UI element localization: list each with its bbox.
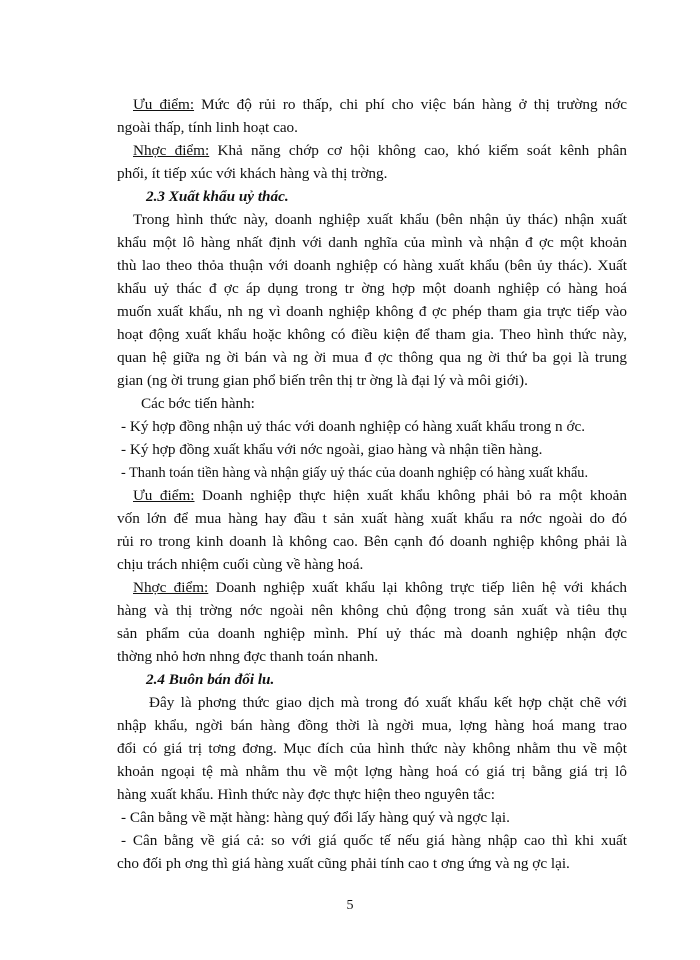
paragraph-line: thờng nhỏ hơn nhng đợc thanh toán nhanh. <box>117 648 379 665</box>
paragraph-line: Ưu điểm: Doanh nghiệp thực hiện xuất khẩu không phải bỏ ra một khoản <box>133 487 627 504</box>
label-advantage: Ưu điểm: <box>133 96 195 113</box>
list-item: - Cân bằng về giá cả: so với giá quốc tế nếu giá hàng nhập cao thì khi xuất <box>121 832 627 849</box>
page-number: 5 <box>346 898 354 913</box>
paragraph-line: thù lao theo thỏa thuận với doanh nghiệp có hàng xuất khẩu (bên ủy thác). Xuất <box>117 257 627 274</box>
paragraph-line: sản phẩm của doanh nghiệp mình. Phí uỷ thác mà doanh nghiệp nhận đợc <box>117 625 627 642</box>
label-disadvantage: Nhợc điểm: <box>133 579 209 596</box>
paragraph-line: muốn xuất khẩu, nh ng vì doanh nghiệp không đ ợc phép tham gia trực tiếp vào <box>117 303 627 320</box>
paragraph-line: Đây là phơng thức giao dịch mà trong đó xuất khẩu kết hợp chặt chẽ với <box>149 694 627 711</box>
section-heading: 2.4 Buôn bán đối lu. <box>146 671 275 688</box>
paragraph-line: nhập khẩu, ngời bán hàng đồng thời là ngời mua, lợng hàng hoá mang trao <box>117 717 627 734</box>
list-item: - Ký hợp đồng nhận uỷ thác với doanh nghiệp có hàng xuất khẩu trong n ớc. <box>121 418 586 435</box>
paragraph-line: cho đối ph ơng thì giá hàng xuất cũng phải tính cao t ơng ứng và ng ợc lại. <box>117 855 570 872</box>
paragraph-line: chịu trách nhiệm cuối cùng về hàng hoá. <box>117 556 364 573</box>
paragraph-line: Các bớc tiến hành: <box>141 395 255 412</box>
paragraph-line: khẩu một lô hàng nhất định với danh nghĩa của mình và nhận đ ợc một khoản <box>117 234 627 251</box>
section-heading: 2.3 Xuất khẩu uỷ thác. <box>146 188 289 205</box>
paragraph-line: hoạt động xuất khẩu hoặc không có điều kiện để tham gia. Theo hình thức này, <box>117 326 627 343</box>
paragraph-line: gian (ng ời trung gian phổ biến trên thị tr ờng là đại lý và môi giới). <box>117 372 528 389</box>
list-item: - Ký hợp đồng xuất khẩu với nớc ngoài, giao hàng và nhận tiền hàng. <box>121 441 543 458</box>
label-disadvantage: Nhợc điểm: <box>133 142 210 159</box>
paragraph-line: Trong hình thức này, doanh nghiệp xuất khẩu (bên nhận ủy thác) nhận xuất <box>133 211 627 228</box>
paragraph-line: hàng và thị trờng nớc ngoài nên không chủ động trong sản xuất và tiêu thụ <box>117 602 627 619</box>
paragraph-line: phối, ít tiếp xúc với khách hàng và thị trờng. <box>117 165 388 182</box>
paragraph-line: khoản ngoại tệ mà nhằm thu về một lợng hàng hoá có giá trị bằng giá trị lô <box>117 763 627 780</box>
paragraph-line: Nhợc điểm: Khả năng chớp cơ hội không cao, khó kiểm soát kênh phân <box>133 142 627 159</box>
paragraph-line: ngoài thấp, tính linh hoạt cao. <box>117 119 298 136</box>
paragraph-line: vốn lớn để mua hàng hay đầu t sản xuất hàng xuất khẩu ra nớc ngoài do đó <box>117 510 627 527</box>
paragraph-line: Ưu điểm: Mức độ rủi ro thấp, chi phí cho việc bán hàng ở thị trường nớc <box>133 96 627 113</box>
label-advantage: Ưu điểm: <box>133 487 195 504</box>
list-item: - Thanh toán tiền hàng và nhận giấy uỷ thác của doanh nghiệp có hàng xuất khẩu. <box>121 465 589 481</box>
paragraph-line: quan hệ giữa ng ời bán và ng ời mua đ ợc thông qua ng ời thứ ba gọi là trung <box>117 349 627 366</box>
paragraph-line: rủi ro trong kinh doanh là không cao. Bên cạnh đó doanh nghiệp không phải là <box>117 533 627 550</box>
paragraph-line: hàng xuất khẩu. Hình thức này đợc thực hiện theo nguyên tắc: <box>117 786 495 803</box>
list-item: - Cân bằng về mặt hàng: hàng quý đổi lấy hàng quý và ngợc lại. <box>121 809 510 826</box>
paragraph-line: đổi có giá trị tơng đơng. Mục đích của hình thức này không nhằm thu về một <box>117 740 627 757</box>
paragraph-line: Nhợc điểm: Doanh nghiệp xuất khẩu lại không trực tiếp liên hệ với khách <box>133 579 627 596</box>
paragraph-line: khẩu uỷ thác đ ợc áp dụng trong tr ờng hợp một doanh nghiệp có hàng hoá <box>117 280 627 297</box>
